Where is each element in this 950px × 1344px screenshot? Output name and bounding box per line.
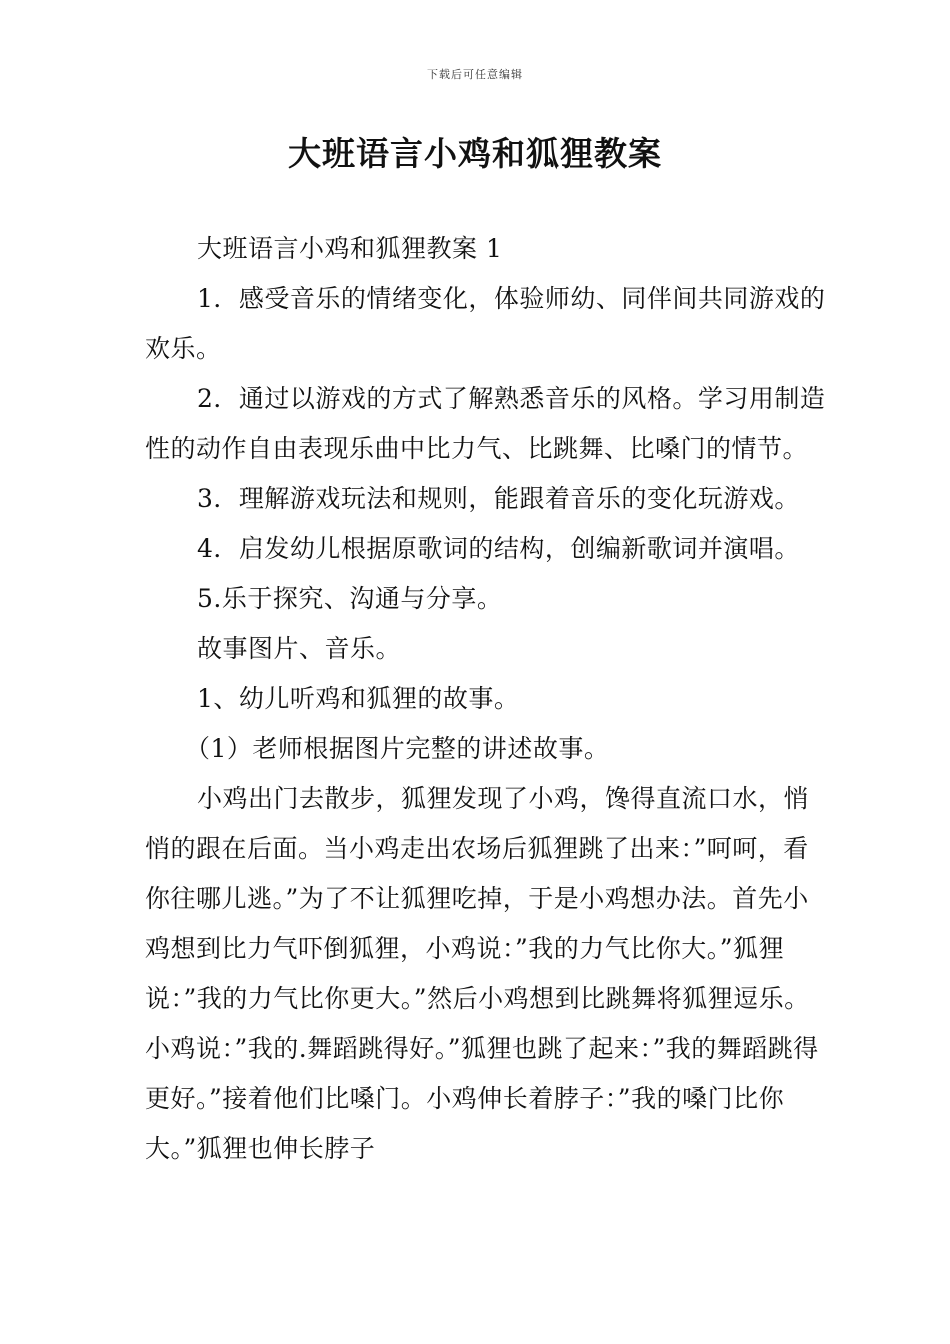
objective-item-1: 1．感受音乐的情绪变化，体验师幼、同伴间共同游戏的欢乐。 <box>145 284 826 363</box>
objective-item-2: 2．通过以游戏的方式了解熟悉音乐的风格。学习用制造性的动作自由表现乐曲中比力气、比跳舞、比嗓门的情节。 <box>145 384 826 463</box>
objective-item-4: 4．启发幼儿根据原歌词的结构，创编新歌词并演唱。 <box>197 534 800 563</box>
document-title: 大班语言小鸡和狐狸教案 <box>288 134 662 173</box>
objective-item-5: 5.乐于探究、沟通与分享。 <box>197 584 503 613</box>
story-paragraph: 小鸡出门去散步，狐狸发现了小鸡，馋得直流口水，悄悄的跟在后面。当小鸡走出农场后狐狸跳了出来：”呵呵，看你往哪儿逃。”为了不让狐狸吃掉，于是小鸡想办法。首先小鸡想到比力气吓倒狐狸，小鸡说：”我的力气比你大。”狐狸说：”我的力气比你更大。”然后小鸡想到比跳舞将狐狸逗乐。小鸡说：”我的.舞蹈跳得好。”狐狸也跳了起来：”我的舞蹈跳得更好。”接着他们比嗓门。小鸡伸长着脖子：”我的嗓门比你大。”狐狸也伸长脖子 <box>145 784 819 1163</box>
document-body <box>145 224 827 1174</box>
activity-sub-step-1: （1）老师根据图片完整的讲述故事。 <box>185 734 610 763</box>
section-heading: 大班语言小鸡和狐狸教案 1 <box>197 234 503 263</box>
activity-step-1: 1、幼儿听鸡和狐狸的故事。 <box>197 684 520 713</box>
page-header-note: 下载后可任意编辑 <box>427 68 523 81</box>
materials-paragraph: 故事图片、音乐。 <box>197 634 402 663</box>
objective-item-3: 3．理解游戏玩法和规则，能跟着音乐的变化玩游戏。 <box>197 484 800 513</box>
